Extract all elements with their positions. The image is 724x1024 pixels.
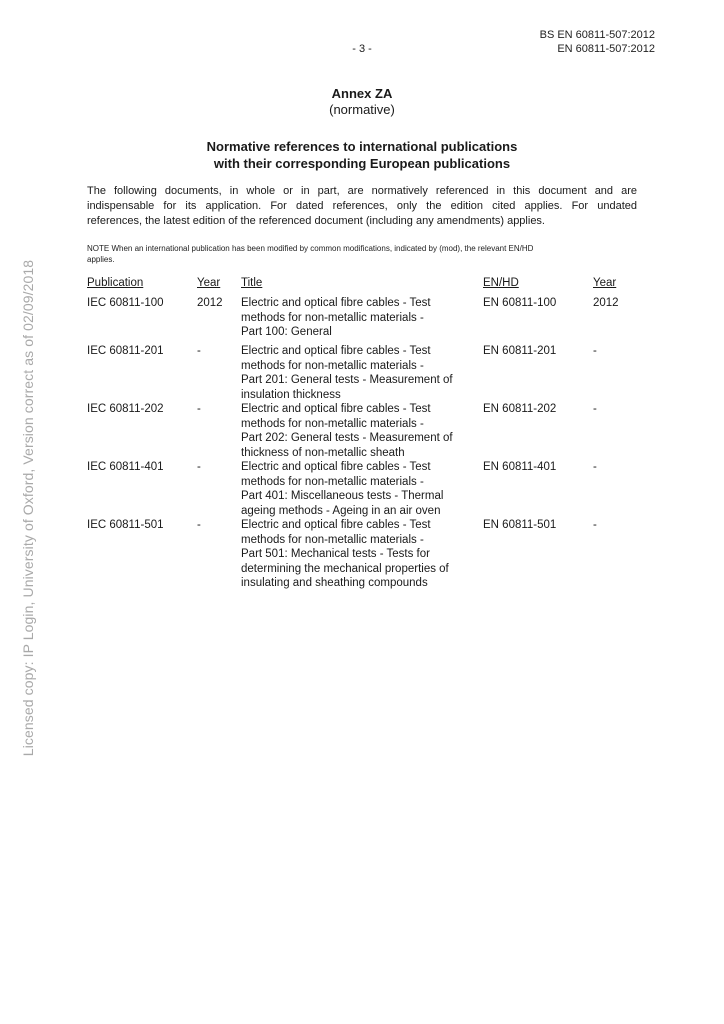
- year-cell: -: [197, 461, 201, 473]
- title-line: methods for non-metallic materials -: [241, 475, 424, 488]
- title-line: thickness of non-metallic sheath: [241, 446, 405, 459]
- header-title: Title: [241, 277, 263, 289]
- table-header-row: [87, 276, 647, 296]
- references-table: [87, 276, 647, 588]
- publication-cell: IEC 60811-202: [87, 403, 164, 415]
- en-year-cell: -: [593, 403, 597, 415]
- title-line: Part 501: Mechanical tests - Tests for: [241, 548, 430, 560]
- title-line: insulating and sheathing compounds: [241, 577, 428, 589]
- en-hd-cell: EN 60811-201: [483, 345, 557, 357]
- title-line: Part 202: General tests - Measurement of: [241, 432, 453, 444]
- en-hd-cell: EN 60811-401: [483, 461, 557, 473]
- publication-cell: IEC 60811-501: [87, 519, 164, 531]
- title-line: Electric and optical fibre cables - Test: [241, 403, 431, 415]
- title-line: Part 401: Miscellaneous tests - Thermal: [241, 490, 444, 502]
- title-line: Electric and optical fibre cables - Test: [241, 345, 431, 357]
- en-year-cell: -: [593, 461, 597, 473]
- header-year-en: Year: [593, 277, 617, 289]
- standard-number-en: EN 60811-507:2012: [557, 43, 655, 55]
- title-line: Part 100: General: [241, 326, 332, 338]
- en-hd-cell: EN 60811-501: [483, 519, 557, 531]
- en-hd-cell: EN 60811-100: [483, 297, 557, 309]
- title-line: methods for non-metallic materials -: [241, 359, 424, 372]
- year-cell: -: [197, 345, 201, 357]
- table-row: [87, 460, 647, 518]
- header-publication: Publication: [87, 277, 144, 289]
- title-line: Electric and optical fibre cables - Test: [241, 519, 431, 531]
- section-heading-line-2: with their corresponding European publications: [213, 156, 511, 171]
- table-row: [87, 402, 647, 460]
- table-row: [87, 518, 647, 588]
- header-en-hd: EN/HD: [483, 277, 519, 289]
- note-line: applies.: [87, 255, 115, 264]
- annex-subtitle: (normative): [329, 102, 395, 117]
- title-line: determining the mechanical properties of: [241, 562, 449, 575]
- title-line: insulation thickness: [241, 388, 341, 401]
- intro-line: The following documents, in whole or in part, are normatively referenced in this document and are: [87, 185, 637, 197]
- publication-cell: IEC 60811-201: [87, 345, 164, 357]
- title-cell: [241, 344, 473, 402]
- note-paragraph: [87, 243, 642, 265]
- year-cell: -: [197, 519, 201, 531]
- year-cell: -: [197, 403, 201, 415]
- title-line: Electric and optical fibre cables - Test: [241, 297, 431, 309]
- title-cell: [241, 460, 473, 518]
- table-row: [87, 296, 647, 344]
- header-year: Year: [197, 277, 221, 289]
- en-hd-cell: EN 60811-202: [483, 403, 557, 415]
- title-line: methods for non-metallic materials -: [241, 311, 424, 324]
- title-line: methods for non-metallic materials -: [241, 417, 424, 430]
- en-year-cell: -: [593, 345, 597, 357]
- intro-line: references, the latest edition of the referenced document (including any amendments) applies.: [87, 215, 545, 227]
- title-cell: [241, 518, 473, 591]
- publication-cell: IEC 60811-100: [87, 297, 164, 309]
- standard-number-bs: BS EN 60811-507:2012: [539, 29, 655, 41]
- title-cell: [241, 296, 473, 340]
- table-row: [87, 344, 647, 402]
- en-year-cell: -: [593, 519, 597, 531]
- title-cell: [241, 402, 473, 460]
- annex-title: Annex ZA: [331, 86, 393, 101]
- license-watermark: Licensed copy: IP Login, University of Oxford, Version correct as of 02/09/2018: [20, 259, 36, 757]
- section-heading-line-1: Normative references to international publications: [206, 139, 518, 154]
- title-line: methods for non-metallic materials -: [241, 533, 424, 546]
- year-cell: 2012: [197, 297, 223, 309]
- title-line: ageing methods - Ageing in an air oven: [241, 504, 441, 517]
- title-line: Electric and optical fibre cables - Test: [241, 461, 431, 473]
- title-line: Part 201: General tests - Measurement of: [241, 374, 453, 386]
- intro-line: indispensable for its application. For dated references, only the edition cited applies. For undated: [87, 200, 637, 212]
- note-line: NOTE When an international publication has been modified by common modifications, indicated by (mod), the relevant EN/HD: [87, 244, 534, 253]
- publication-cell: IEC 60811-401: [87, 461, 164, 473]
- en-year-cell: 2012: [593, 297, 619, 309]
- intro-paragraph: [87, 184, 637, 229]
- page-number: - 3 -: [352, 43, 372, 55]
